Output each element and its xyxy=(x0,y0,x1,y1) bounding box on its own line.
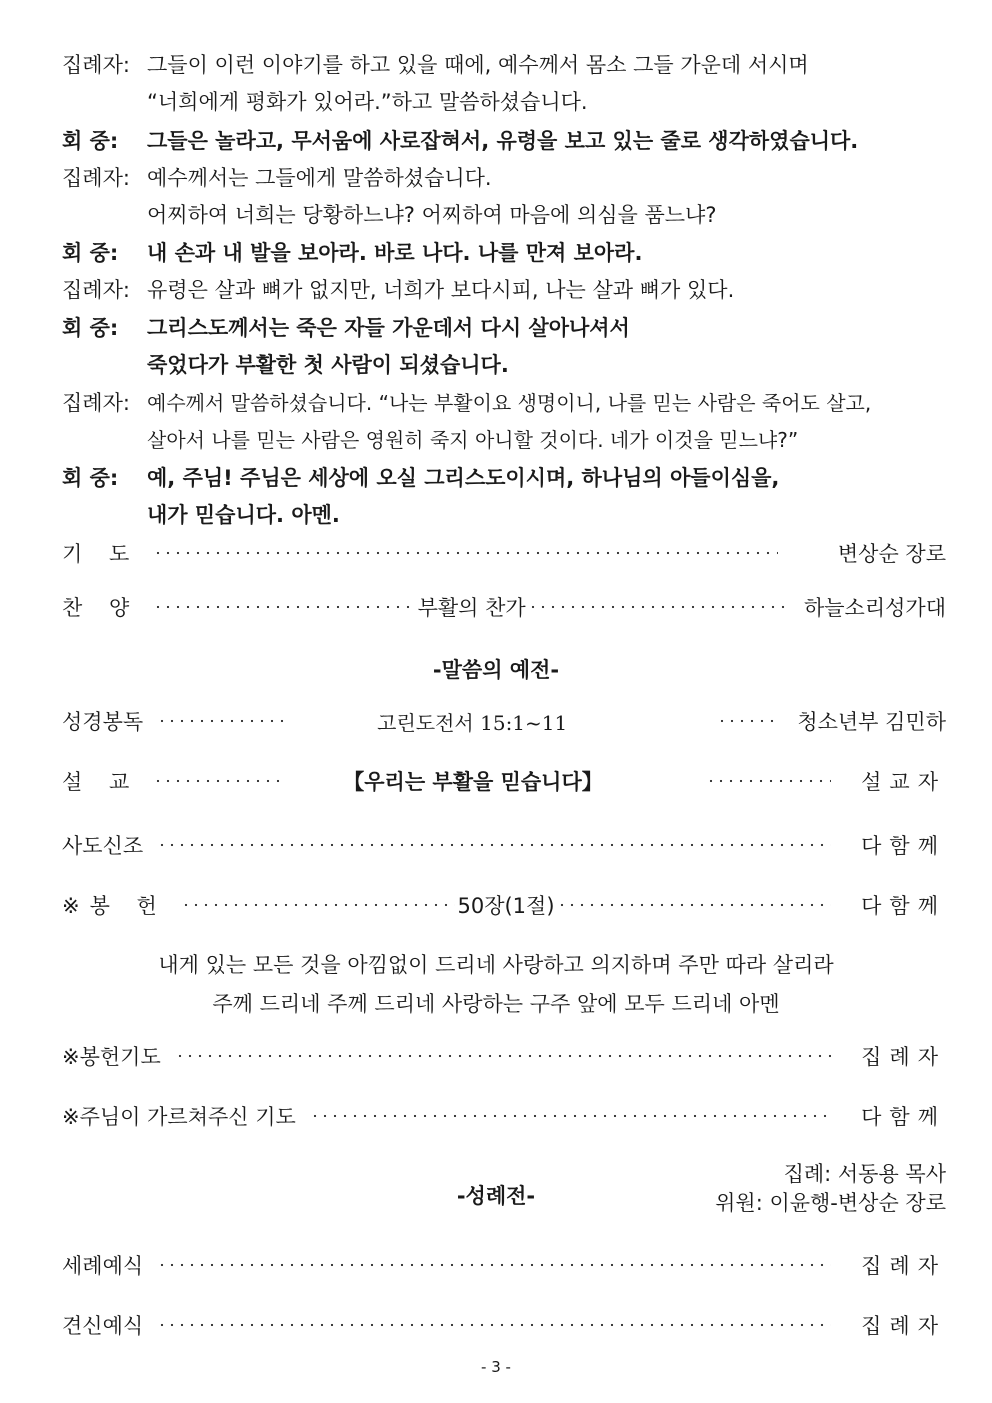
leader-dots xyxy=(528,605,790,609)
order-item-offering-prayer xyxy=(62,1041,946,1071)
leader-dots xyxy=(153,551,778,555)
speaker-label: 집례자: xyxy=(62,166,130,190)
order-person: 집례자 xyxy=(861,1045,946,1069)
leader-dots xyxy=(157,719,287,723)
speaker-label: 회 중: xyxy=(62,466,119,490)
order-person: 다함께 xyxy=(861,1105,946,1129)
leader-dots xyxy=(706,779,831,783)
order-item-sermon xyxy=(62,766,946,796)
section-heading-sacrament: -성례전- xyxy=(456,1184,536,1208)
dialogue-line: 예, 주님! 주님은 세상에 오실 그리스도이시며, 하나님의 아들이심을, xyxy=(147,466,780,490)
dialogue-line: 살아서 나를 믿는 사람은 영원히 죽지 아니할 것이다. 네가 이것을 믿느냐?” xyxy=(147,428,799,452)
dialogue-line: 그들은 놀라고, 무서움에 사로잡혀서, 유령을 보고 있는 줄로 생각하였습니다. xyxy=(147,129,859,153)
order-item-baptism xyxy=(62,1250,946,1280)
order-item-offering xyxy=(62,890,946,920)
order-item-praise xyxy=(62,592,946,622)
order-label: ※봉 헌 xyxy=(62,894,167,918)
speaker-label: 회 중: xyxy=(62,241,119,265)
speaker-label: 집례자: xyxy=(62,278,130,302)
leader-dots xyxy=(153,779,283,783)
order-label: 설 교 xyxy=(62,770,140,794)
dialogue-line: 그들이 이런 이야기를 하고 있을 때에, 예수께서 몸소 그들 가운데 서시며 xyxy=(147,53,809,77)
order-title: 고린도전서 15:1~11 xyxy=(377,710,568,735)
order-person: 다함께 xyxy=(861,894,946,918)
order-label: 사도신조 xyxy=(62,834,144,858)
order-person: 집례자 xyxy=(861,1314,946,1338)
order-person: 변상순 장로 xyxy=(837,542,946,566)
order-label: 세례예식 xyxy=(62,1254,144,1278)
leader-dots xyxy=(175,1054,831,1058)
leader-dots xyxy=(181,903,456,907)
order-person: 하늘소리성가대 xyxy=(803,596,946,620)
dialogue-line: 내 손과 내 발을 보아라. 바로 나다. 나를 만져 보아라. xyxy=(147,241,643,265)
order-person: 다함께 xyxy=(861,834,946,858)
page-number: - 3 - xyxy=(481,1358,511,1376)
order-label: 기 도 xyxy=(62,542,140,566)
leader-dots xyxy=(557,903,832,907)
dialogue-line: “너희에게 평화가 있어라.”하고 말씀하셨습니다. xyxy=(147,90,588,114)
dialogue-line: 죽었다가 부활한 첫 사람이 되셨습니다. xyxy=(147,353,509,377)
leader-dots xyxy=(157,1323,831,1327)
speaker-label: 회 중: xyxy=(62,129,119,153)
order-label: ※주님이 가르쳐주신 기도 xyxy=(62,1105,296,1129)
order-person: 설교자 xyxy=(861,770,946,794)
dialogue-line: 예수께서 말씀하셨습니다. “나는 부활이요 생명이니, 나를 믿는 사람은 죽어도 살고, xyxy=(147,391,872,415)
dialogue-line: 그리스도께서는 죽은 자들 가운데서 다시 살아나셔서 xyxy=(147,316,630,340)
order-item-scripture xyxy=(62,706,946,736)
section-heading-word: -말씀의 예전- xyxy=(432,658,560,682)
leader-dots xyxy=(157,843,831,847)
leader-dots xyxy=(153,605,415,609)
order-label: 성경봉독 xyxy=(62,710,144,734)
order-label: 견신예식 xyxy=(62,1314,144,1338)
leader-dots xyxy=(717,719,777,723)
order-item-prayer xyxy=(62,538,946,568)
sermon-title: 【우리는 부활을 믿습니다】 xyxy=(343,770,603,794)
order-title: 50장(1절) xyxy=(457,894,555,918)
dialogue-line: 예수께서는 그들에게 말씀하셨습니다. xyxy=(147,166,492,190)
officiant-note: 집례: 서동용 목사 xyxy=(783,1162,946,1186)
order-item-confirmation xyxy=(62,1310,946,1340)
leader-dots xyxy=(157,1263,831,1267)
order-label: 찬 양 xyxy=(62,596,140,620)
dialogue-line: 내가 믿습니다. 아멘. xyxy=(147,503,340,527)
order-item-lords-prayer xyxy=(62,1101,946,1131)
hymn-lyrics-line: 주께 드리네 주께 드리네 사랑하는 구주 앞에 모두 드리네 아멘 xyxy=(212,992,780,1016)
order-label: ※봉헌기도 xyxy=(62,1045,161,1069)
dialogue-line: 어찌하여 너희는 당황하느냐? 어찌하여 마음에 의심을 품느냐? xyxy=(147,203,717,227)
order-person: 집례자 xyxy=(861,1254,946,1278)
order-person: 청소년부 김민하 xyxy=(797,710,946,734)
order-item-creed xyxy=(62,830,946,860)
speaker-label: 회 중: xyxy=(62,316,119,340)
leader-dots xyxy=(310,1114,831,1118)
speaker-label: 집례자: xyxy=(62,391,130,415)
order-title: 부활의 찬가 xyxy=(417,596,526,620)
hymn-lyrics-line: 내게 있는 모든 것을 아낌없이 드리네 사랑하고 의지하며 주만 따라 살리라 xyxy=(158,953,834,977)
committee-note: 위원: 이윤행-변상순 장로 xyxy=(715,1191,946,1215)
dialogue-line: 유령은 살과 뼈가 없지만, 너희가 보다시피, 나는 살과 뼈가 있다. xyxy=(147,278,735,302)
speaker-label: 집례자: xyxy=(62,53,130,77)
